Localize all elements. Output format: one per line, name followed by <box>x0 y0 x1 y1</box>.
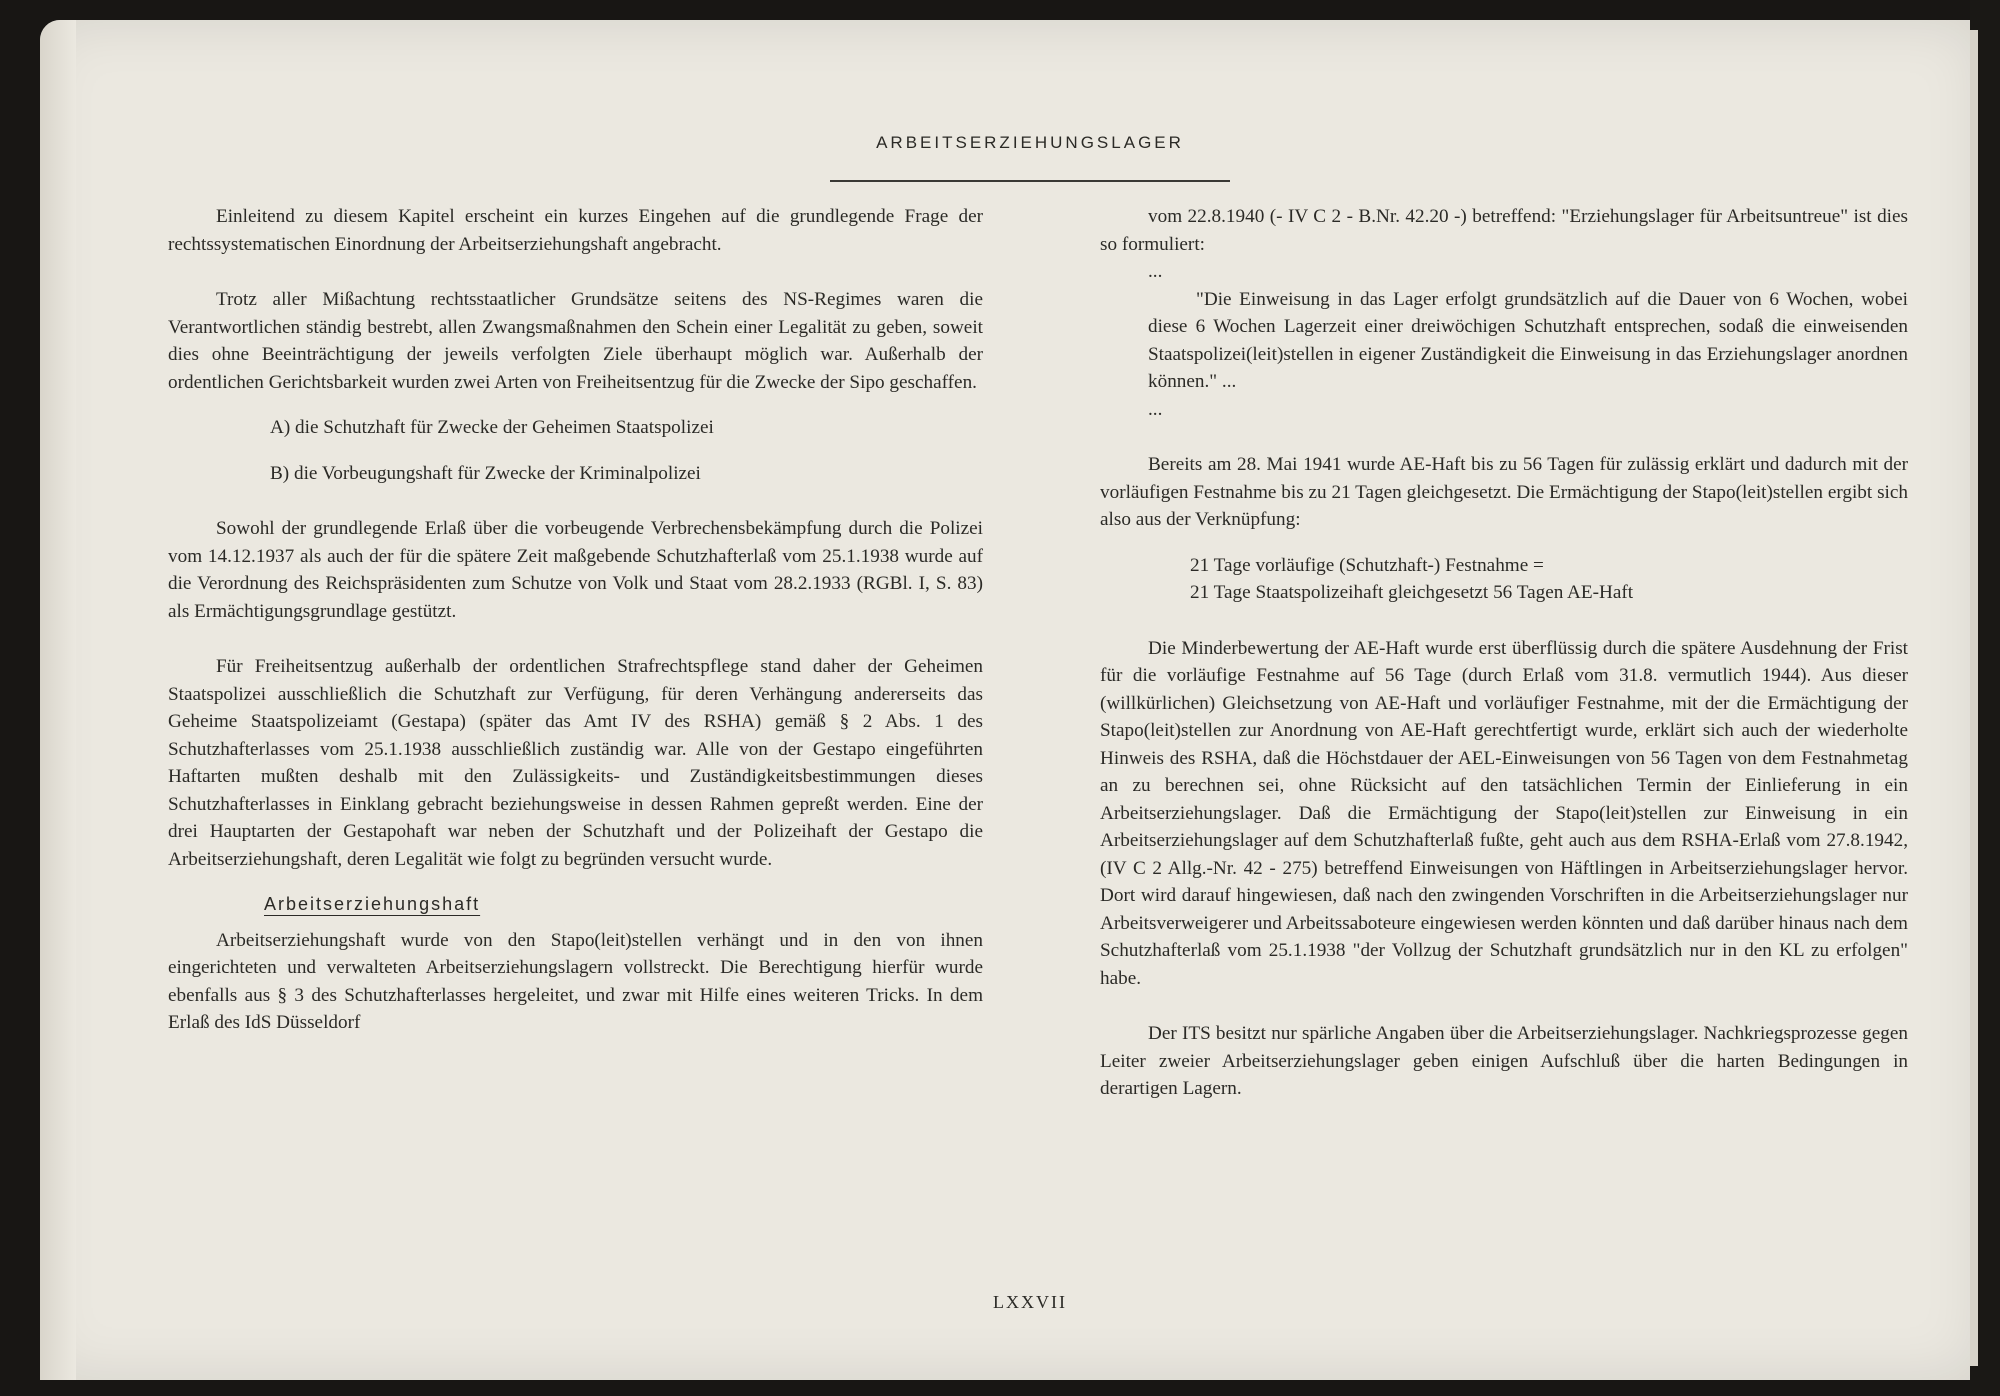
paragraph: Sowohl der grundlegende Erlaß über die vorbeugende Verbrechensbekämpfung durch die Polizei vom 14.12.1937 als auch der für die spätere Zeit maßgebende Schutzhafterlaß vom 25.1.1938 wurde auf die Verordnung des Reichspräsidenten zum Schutze von Volk und Staat vom 28.2.1933 (RGBl. I, S. 83) als Ermächtigungsgrundlage gestützt. <box>168 518 983 622</box>
ellipsis: ... <box>1148 398 1163 420</box>
block-quote: "Die Einweisung in das Lager erfolgt grundsätzlich auf die Dauer von 6 Wochen, wobei diese 6 Wochen Lagerzeit einer dreiwöchigen Schutzhaft entsprechen, sodaß die einweisenden Staatspolizei(leit)stellen in eigener Zuständigkeit die Einweisung in das Erziehungslager anordnen können." ... <box>1148 288 1908 392</box>
page-number: LXXVII <box>993 1292 1067 1312</box>
left-column <box>168 203 983 1037</box>
paragraph: Einleitend zu diesem Kapitel erscheint ein kurzes Eingehen auf die grundlegende Frage der rechtssystematischen Einordnung der Arbeitserziehungshaft angebracht. <box>168 206 983 255</box>
header-rule <box>830 180 1230 182</box>
next-page-edge <box>1970 0 2000 1396</box>
paragraph: Trotz aller Mißachtung rechtsstaatlicher Grundsätze seitens des NS-Regimes waren die Verantwortlichen ständig bestrebt, allen Zwangsmaßnahmen den Schein einer Legalität zu geben, soweit dies ohne Beeinträchtigung der jeweils verfolgten Ziele überhaupt möglich war. Außerhalb der ordentlichen Gerichtsbarkeit wurden zwei Arten von Freiheitsentzug für die Zwecke der Sipo geschaffen. <box>168 289 983 393</box>
paragraph: Die Minderbewertung der AE-Haft wurde erst überflüssig durch die spätere Ausdehnung der Frist für die vorläufige Festnahme auf 56 Tage (durch Erlaß vom 31.8. vermutlich 1944). Aus dieser (willkürlichen) Gleichsetzung von AE-Haft und vorläufiger Festnahme, mit der die Ermächtigung der Stapo(leit)stellen zur Anordnung von AE-Haft gerechtfertigt wurde, erklärt sich auch der wiederholte Hinweis des RSHA, daß die Höchstdauer der AEL-Einweisungen von 56 Tagen von dem Festnahmetag an zu berechnen sei, ohne Rücksicht auf den tatsächlichen Termin der Einlieferung in ein Arbeitserziehungslager. Daß die Ermächtigung der Stapo(leit)stellen zur Einweisung in ein Arbeitserziehungslager auf dem Schutzhafterlaß fußte, geht auch aus dem RSHA-Erlaß vom 27.8.1942, (IV C 2 Allg.-Nr. 42 - 275) betreffend Einweisungen von Häftlingen in Arbeitserziehungslager hervor. Dort wird darauf hingewiesen, daß nach den zwingenden Vorschriften in die Arbeitserziehungslager nur Arbeitsverweigerer und Arbeitssaboteure eingewiesen werden könnten und daß darüber hinaus nach dem Schutzhafterlaß vom 25.1.1938 "der Vollzug der Schutzhaft grundsätzlich nur in den KL zu erfolgen" habe. <box>1100 637 1908 989</box>
ellipsis: ... <box>1148 261 1163 282</box>
equation-line: 21 Tage vorläufige (Schutzhaft-) Festnahme = <box>1190 554 1544 576</box>
paragraph: Arbeitserziehungshaft wurde von den Stapo(leit)stellen verhängt und in den von ihnen eingerichteten und verwalteten Arbeitserziehungslagern vollstreckt. Die Berechtigung hierfür wurde ebenfalls aus § 3 des Schutzhafterlasses hergeleitet, und zwar mit Hilfe eines weiteren Tricks. In dem Erlaß des IdS Düsseldorf <box>168 929 983 1033</box>
equation-line: 21 Tage Staatspolizeihaft gleichgesetzt 56 Tagen AE-Haft <box>1190 582 1634 603</box>
paragraph: Der ITS besitzt nur spärliche Angaben über die Arbeitserziehungslager. Nachkriegsprozesse gegen Leiter zweier Arbeitserziehungslager geben einigen Aufschluß über die harten Bedingungen in derartigen Lagern. <box>1100 1023 1908 1099</box>
page-curl-shadow <box>40 20 76 1380</box>
paragraph: vom 22.8.1940 (- IV C 2 - B.Nr. 42.20 -) betreffend: "Erziehungslager für Arbeitsuntreue" ist dies so formuliert: <box>1100 206 1908 255</box>
list-item-b: B) die Vorbeugungshaft für Zwecke der Kriminalpolizei <box>270 462 701 484</box>
list-item-a: A) die Schutzhaft für Zwecke der Geheimen Staatspolizei <box>270 417 714 438</box>
paragraph: Für Freiheitsentzug außerhalb der ordentlichen Strafrechtspflege stand daher der Geheimen Staatspolizei ausschließlich die Schutzhaft zur Verfügung, für deren Verhängung andererseits das Geheime Staatspolizeiamt (Gestapa) (später das Amt IV des RSHA) gemäß § 2 Abs. 1 des Schutzhafterlasses vom 25.1.1938 ausschließlich zuständig war. Alle von der Gestapo eingeführten Haftarten mußten deshalb mit den Zulässigkeits- und Zuständigkeitsbestimmungen dieses Schutzhafterlasses in Einklang gebracht beziehungsweise in dessen Rahmen gepreßt werden. Eine der drei Hauptarten der Gestapohaft war neben der Schutzhaft und der Polizeihaft der Gestapo die Arbeitserziehungshaft, deren Legalität wie folgt zu begründen versucht wurde. <box>168 656 983 870</box>
right-column <box>1100 203 1908 1103</box>
paragraph: Bereits am 28. Mai 1941 wurde AE-Haft bis zu 56 Tagen für zulässig erklärt und dadurch mit der vorläufigen Festnahme bis zu 21 Tagen gleichgesetzt. Die Ermächtigung der Stapo(leit)stellen ergibt sich also aus der Verknüpfung: <box>1100 454 1908 530</box>
section-heading: Arbeitserziehungshaft <box>264 894 481 914</box>
running-header: ARBEITSERZIEHUNGSLAGER <box>876 133 1184 152</box>
